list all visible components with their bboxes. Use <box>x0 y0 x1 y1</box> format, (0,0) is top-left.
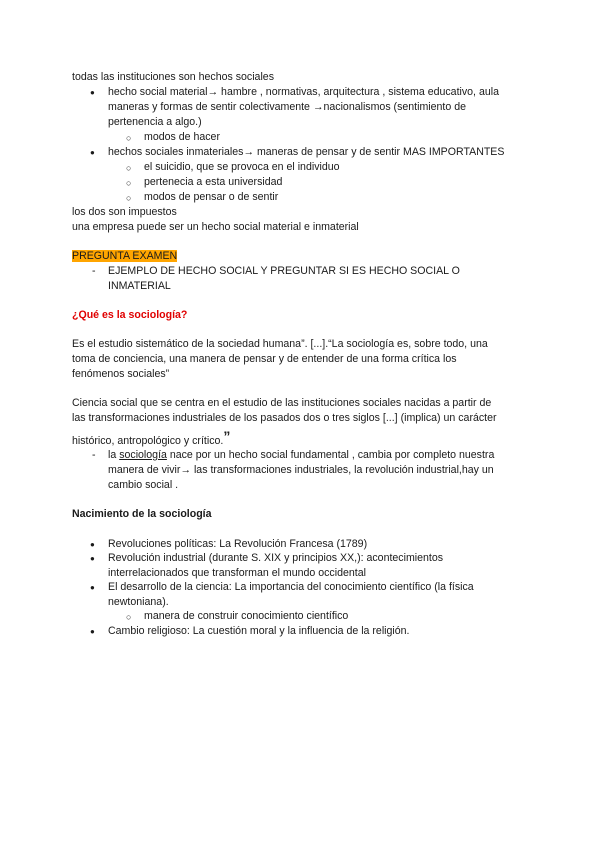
exam-label <box>72 249 177 264</box>
nac-item-4: Cambio religioso: La cuestión moral y la influencia de la religión. <box>108 625 410 637</box>
dash-text: nace por un hecho social fundamental , cambia por completo nuestra <box>166 449 495 461</box>
dash-item-line-1 <box>108 448 494 463</box>
inmaterial-sub-1: el suicidio, que se provoca en el individuo <box>144 161 340 173</box>
inmaterial-sub-2: pertenecia a esta universidad <box>144 176 283 188</box>
paragraph-line <box>72 429 230 449</box>
nac-item-1: Revoluciones políticas: La Revolución Francesa (1789) <box>108 538 368 550</box>
nac-item-3-sub: manera de construir conocimiento científico <box>144 610 349 622</box>
dash-item-line-2: manera de vivir→ las transformaciones industriales, la revolución industrial,hay un <box>108 464 494 476</box>
paragraph-line: Es el estudio sistemático de la sociedad humana”. [...].“La sociología es, sobre todo, una <box>72 338 488 350</box>
paragraph-line: toma de conciencia, una manera de pensar y de entender de una forma crítica los <box>72 353 457 365</box>
nac-item-3-line-2: newtoniana). <box>108 596 169 608</box>
material-line-3: pertenencia a algo.) <box>108 116 202 128</box>
paragraph-line: fenómenos sociales” <box>72 368 170 380</box>
underlined-word: sociología <box>119 449 167 461</box>
intro-line: los dos son impuestos <box>72 206 177 218</box>
nac-item-3-line-1: El desarrollo de la ciencia: La importancia del conocimiento científico (la física <box>108 581 474 593</box>
material-sub-1: modos de hacer <box>144 131 220 143</box>
inmaterial-line-1: hechos sociales inmateriales→ maneras de pensar y de sentir MAS IMPORTANTES <box>108 146 505 158</box>
exam-item-line-1: EJEMPLO DE HECHO SOCIAL Y PREGUNTAR SI ES HECHO SOCIAL O <box>108 265 460 277</box>
material-line-2: maneras y formas de sentir colectivamente →nacionalismos (sentimiento de <box>108 101 466 113</box>
bullet-dot: ● <box>90 148 95 157</box>
paragraph-line: las transformaciones industriales de los pasados dos o tres siglos [...] (implica) un carácter <box>72 412 497 424</box>
highlight: PREGUNTA EXAMEN <box>72 250 178 262</box>
dash-item-line-3: cambio social . <box>108 479 179 491</box>
section-heading: ¿Qué es la sociología? <box>72 309 188 321</box>
paragraph-text: histórico, antropológico y crítico. <box>72 435 224 447</box>
bullet-circle: ○ <box>126 178 132 188</box>
dash-text: la <box>108 449 120 461</box>
bullet-circle: ○ <box>126 163 132 173</box>
bullet-dot: ● <box>90 88 95 97</box>
bullet-dot: ● <box>90 554 95 563</box>
bullet-circle: ○ <box>126 193 132 203</box>
nac-item-2-line-1: Revolución industrial (durante S. XIX y principios XX,): acontecimientos <box>108 552 444 564</box>
bullet-dot: ● <box>90 627 95 636</box>
bullet-dash: - <box>92 265 96 277</box>
exam-item-line-2: INMATERIAL <box>108 280 171 292</box>
bullet-circle: ○ <box>126 133 132 143</box>
section-heading: Nacimiento de la sociología <box>72 508 212 520</box>
bullet-dot: ● <box>90 583 95 592</box>
bullet-dash: - <box>92 449 96 461</box>
intro-line: una empresa puede ser un hecho social material e inmaterial <box>72 221 359 233</box>
bullet-dot: ● <box>90 540 95 549</box>
closing-quote: ” <box>223 428 231 444</box>
bullet-circle: ○ <box>126 612 132 622</box>
nac-item-2-line-2: interrelacionados que transforman el mundo occidental <box>108 567 366 579</box>
material-line-1: hecho social material→ hambre , normativas, arquitectura , sistema educativo, aula <box>108 86 499 98</box>
inmaterial-sub-3: modos de pensar o de sentir <box>144 191 279 203</box>
intro-line: todas las instituciones son hechos sociales <box>72 71 274 83</box>
paragraph-line: Ciencia social que se centra en el estudio de las instituciones sociales nacidas a partir de <box>72 397 492 409</box>
